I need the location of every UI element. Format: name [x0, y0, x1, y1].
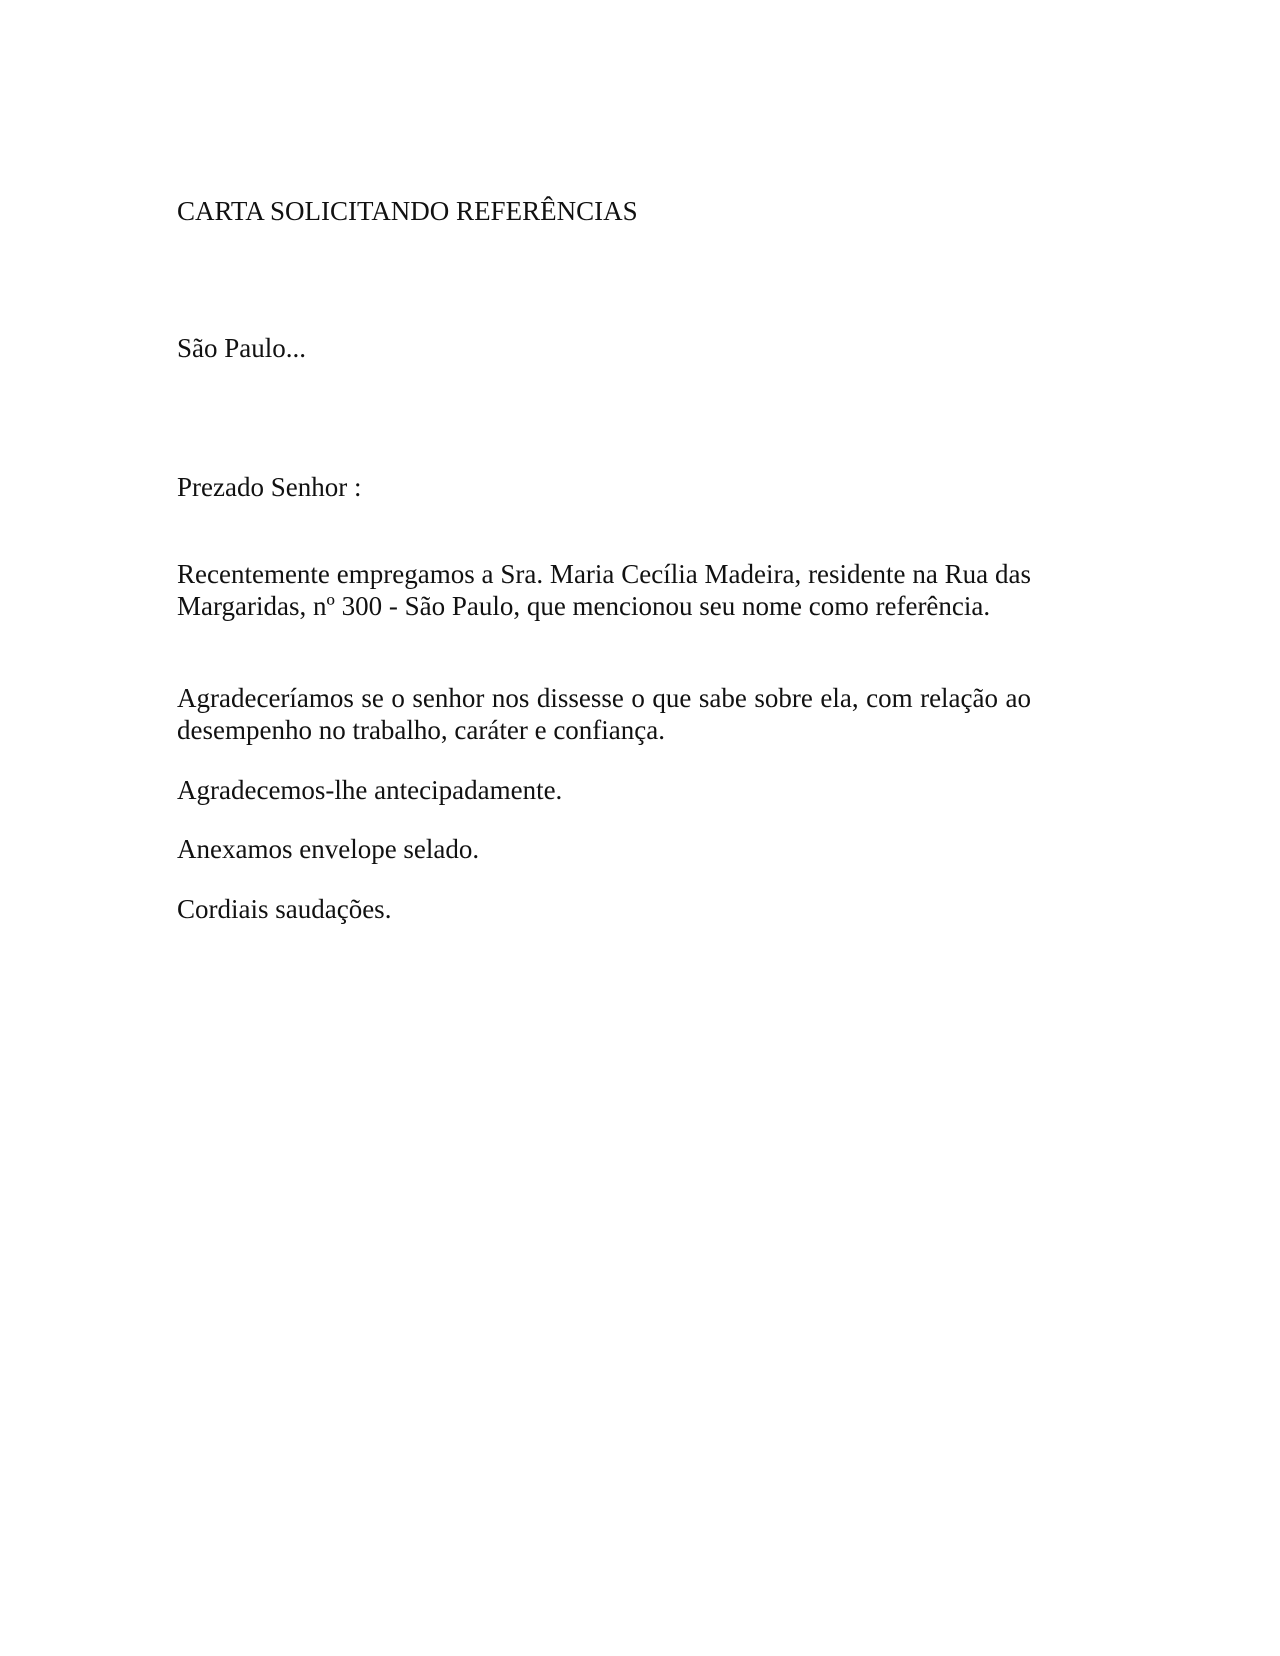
paragraph-request: Agradeceríamos se o senhor nos dissesse o que sabe sobre ela, com relação ao desempenho no trabalho, caráter e confiança.: [177, 683, 1031, 745]
place-date: São Paulo...: [177, 333, 307, 363]
paragraph-thanks: Agradecemos-lhe antecipadamente.: [177, 775, 563, 805]
document-title: CARTA SOLICITANDO REFERÊNCIAS: [177, 196, 638, 226]
paragraph-enclosure: Anexamos envelope selado.: [177, 834, 480, 864]
closing: Cordiais saudações.: [177, 894, 392, 924]
paragraph-intro: Recentemente empregamos a Sra. Maria Cecília Madeira, residente na Rua das Margaridas, nº 300 - São Paulo, que mencionou seu nome como referência.: [177, 559, 1031, 621]
salutation: Prezado Senhor :: [177, 472, 362, 502]
